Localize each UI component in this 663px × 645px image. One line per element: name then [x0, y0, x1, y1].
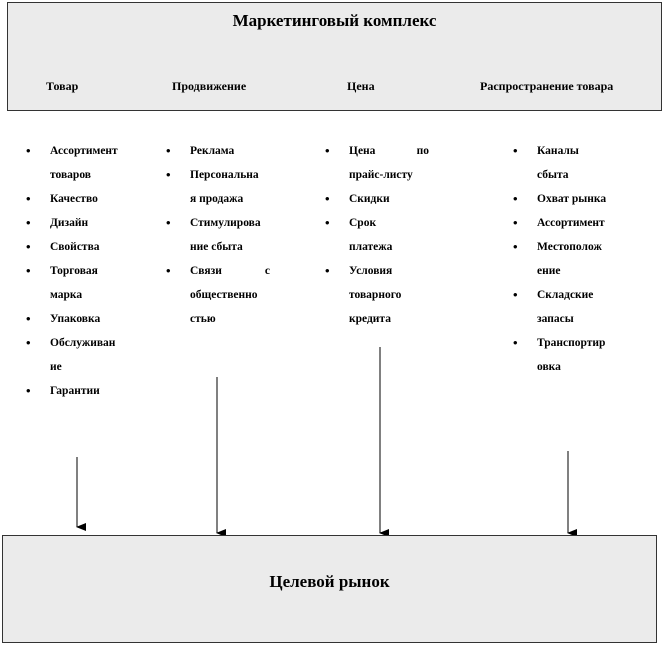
category-price: Цена — [347, 79, 375, 93]
list-item-text: кредита — [349, 313, 391, 325]
list-item-text: • Торговая — [50, 265, 98, 277]
list-item-text: Гарантии — [50, 385, 100, 397]
list-item-text: • Стимулирова — [190, 217, 261, 229]
list-item-text: стью — [190, 313, 216, 325]
list-item-text: товарного — [349, 289, 402, 301]
list-item-text: я продажа — [190, 193, 244, 205]
list-item-text: Свойства — [50, 241, 100, 253]
list-item-text: • Цена по — [349, 145, 429, 157]
list-item-text: овка — [537, 361, 561, 373]
list-item-text: ние сбыта — [190, 241, 243, 253]
list-item-text: общественно — [190, 289, 258, 301]
list-item-text: Дизайн — [50, 217, 89, 229]
list-item-text: Ассортимент — [537, 217, 605, 229]
list-item-text: Упаковка — [50, 313, 101, 325]
list-item-text: • Местополож — [537, 241, 602, 253]
list-item-text: • Персональна — [190, 169, 259, 181]
list-item-text: Охват рынка — [537, 193, 607, 205]
list-item-text: Качество — [50, 193, 98, 205]
list-item-text: прайс-листу — [349, 169, 413, 181]
list-item-text: Реклама — [190, 145, 235, 157]
list-item-text: • Условия — [349, 265, 393, 277]
list-item-text: • Связи с — [190, 265, 270, 277]
list-item-text: ение — [537, 265, 561, 277]
target-market-title: Целевой рынок — [269, 572, 390, 591]
target-market-box — [2, 535, 657, 643]
category-promotion: Продвижение — [172, 79, 247, 93]
list-item-text: ие — [50, 361, 62, 373]
list-item-text: Скидки — [349, 193, 390, 205]
list-item-text: • Складские — [537, 289, 594, 301]
marketing-mix-title: Маркетинговый комплекс — [232, 11, 437, 30]
category-product: Товар — [46, 79, 79, 93]
list-item-text: • Ассортимент — [50, 145, 118, 157]
list-item-text: запасы — [537, 313, 574, 325]
list-item-text: • Транспортир — [537, 337, 606, 349]
list-item-text: платежа — [349, 241, 393, 253]
list-item-text: сбыта — [537, 169, 569, 181]
list-item-text: товаров — [50, 169, 91, 181]
list-item-text: марка — [50, 289, 83, 301]
list-item-text: • Каналы — [537, 145, 579, 157]
list-item-text: • Срок — [349, 217, 377, 229]
category-distribution: Распространение товара — [480, 79, 614, 93]
list-item-text: • Обслуживан — [50, 337, 116, 349]
